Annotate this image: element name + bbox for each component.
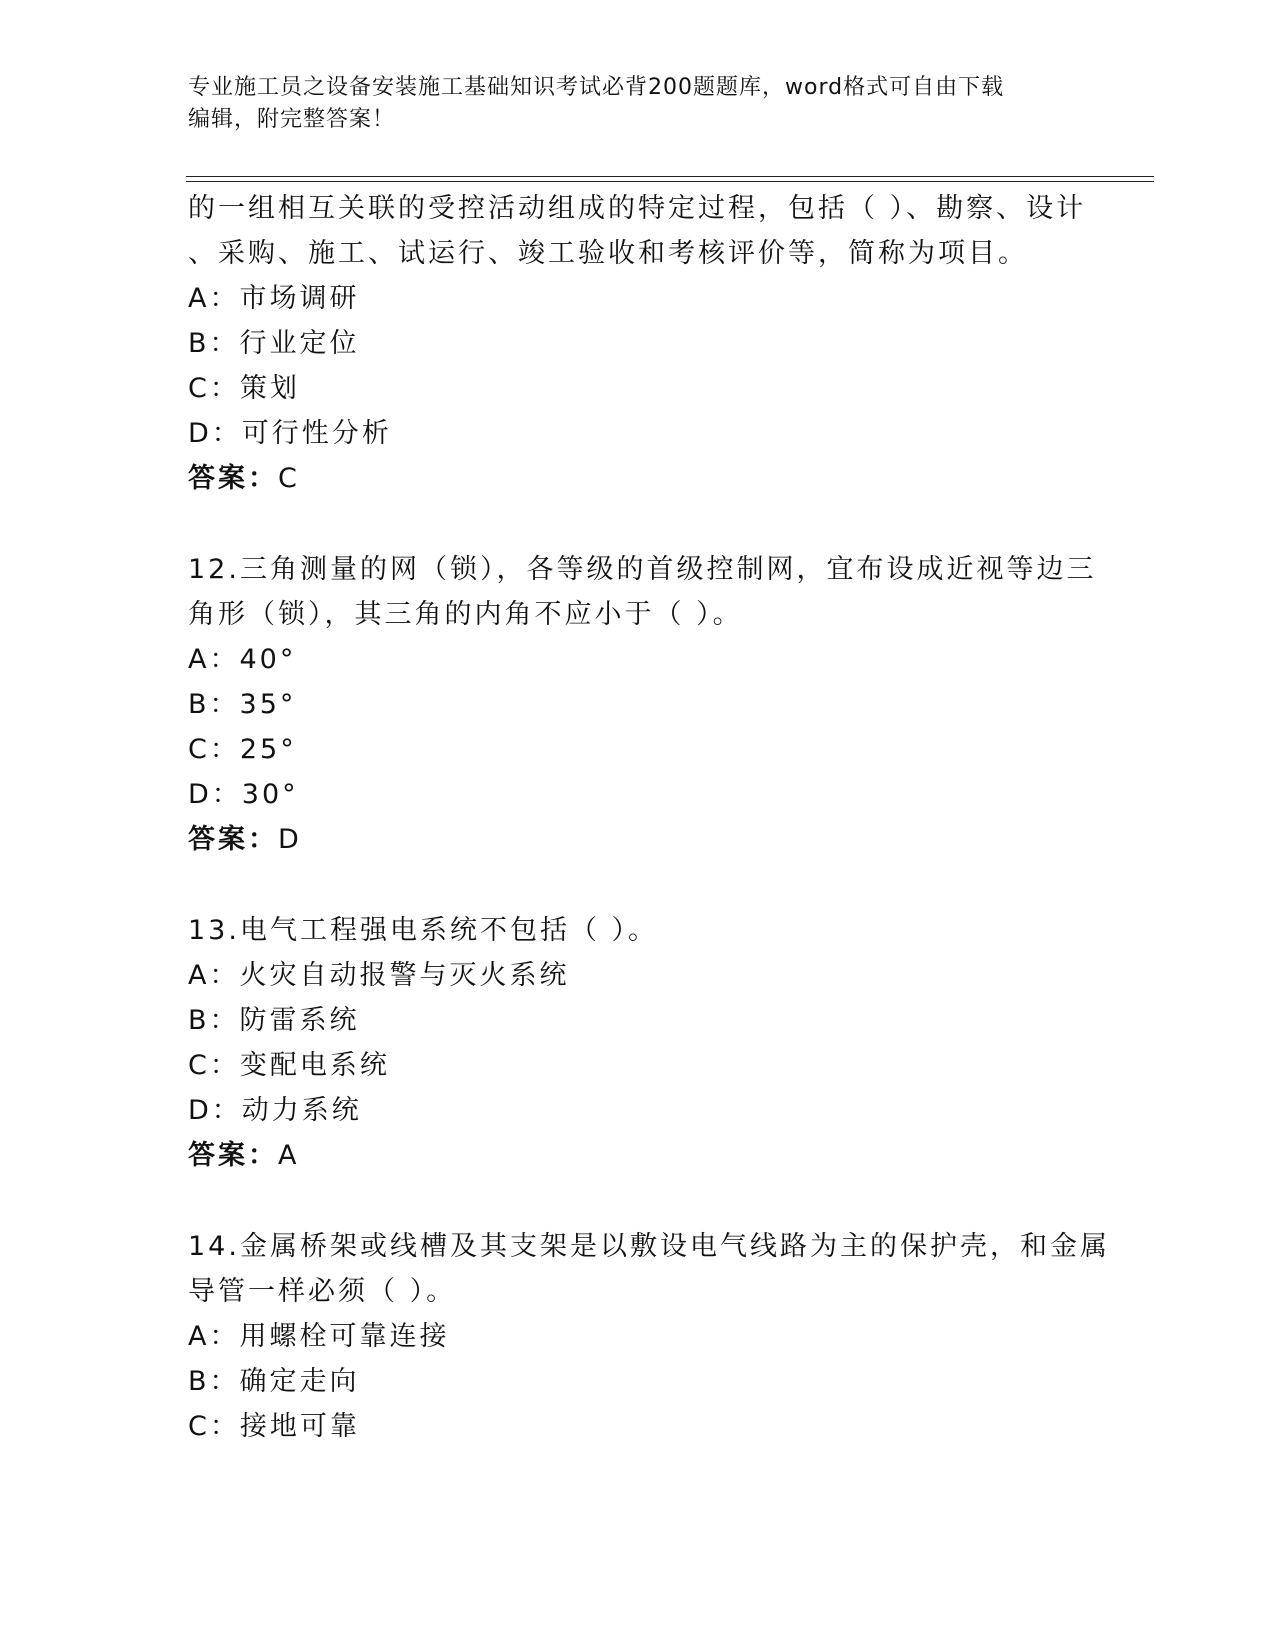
question-stem-line: 12.三角测量的网（锁），各等级的首级控制网，宜布设成近视等边三	[188, 554, 1097, 585]
question-block	[188, 1224, 1110, 1449]
option-a: A：用螺栓可靠连接	[188, 1321, 450, 1352]
option-a: A：火灾自动报警与灭火系统	[188, 960, 570, 991]
question-list	[188, 186, 1110, 1495]
question-stem-line: 、采购、施工、试运行、竣工验收和考核评价等，简称为项目。	[188, 238, 1028, 269]
answer-label: 答案：	[188, 463, 278, 494]
answer-line	[188, 456, 1068, 501]
document-header	[188, 72, 1068, 136]
option-d: D：可行性分析	[188, 418, 392, 449]
option-b: B：确定走向	[188, 1366, 360, 1397]
header-title-line-1: 专业施工员之设备安装施工基础知识考试必背200题题库，word格式可自由下载	[188, 75, 1005, 100]
header-divider-top	[186, 176, 1154, 177]
question-stem-line: 角形（锁），其三角的内角不应小于（ ）。	[188, 599, 743, 630]
question-stem-line: 的一组相互关联的受控活动组成的特定过程，包括（ ）、勘察、设计	[188, 193, 1087, 224]
option-b: B：35°	[188, 689, 297, 720]
header-title-line-2: 编辑，附完整答案！	[188, 107, 396, 132]
question-stem-line: 导管一样必须（ ）。	[188, 1276, 457, 1307]
question-block	[188, 908, 1068, 1178]
option-c: C：策划	[188, 373, 300, 404]
option-a: A：40°	[188, 644, 297, 675]
answer-value: A	[278, 1140, 300, 1171]
answer-value: D	[278, 824, 302, 855]
option-c: C：变配电系统	[188, 1050, 390, 1081]
question-stem-line: 14.金属桥架或线槽及其支架是以敷设电气线路为主的保护壳，和金属	[188, 1231, 1110, 1262]
answer-value: C	[278, 463, 300, 494]
option-d: D：动力系统	[188, 1095, 362, 1126]
answer-label: 答案：	[188, 1140, 278, 1171]
option-c: C：25°	[188, 734, 297, 765]
option-a: A：市场调研	[188, 283, 360, 314]
question-block	[188, 186, 1087, 501]
option-b: B：防雷系统	[188, 1005, 360, 1036]
question-block	[188, 547, 1097, 862]
option-d: D：30°	[188, 779, 299, 810]
answer-label: 答案：	[188, 824, 278, 855]
answer-line	[188, 817, 1068, 862]
header-divider-bottom	[186, 181, 1154, 182]
answer-line	[188, 1133, 1068, 1178]
option-c: C：接地可靠	[188, 1411, 360, 1442]
question-stem-line: 13.电气工程强电系统不包括（ ）。	[188, 915, 659, 946]
option-b: B：行业定位	[188, 328, 360, 359]
